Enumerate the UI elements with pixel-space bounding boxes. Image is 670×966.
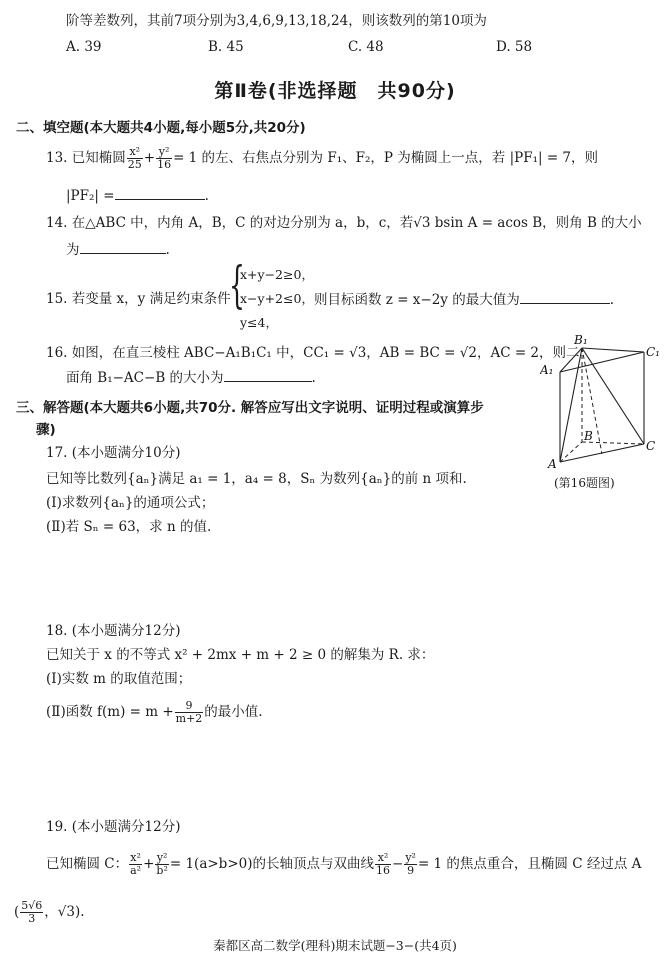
q19-minus: − — [392, 856, 404, 872]
part2-title: 第Ⅱ卷(非选择题 共90分) — [214, 80, 456, 102]
q15-end: . — [609, 292, 615, 308]
q14-answer-blank — [80, 240, 166, 254]
q13-text-a: 13. 已知椭圆 — [46, 150, 126, 166]
q16-line2 — [66, 368, 316, 387]
q15-text-a: 15. 若变量 x，y 满足约束条件 — [46, 291, 231, 307]
q18-part2-text-a: (Ⅱ)函数 f(m) = m + — [46, 704, 174, 720]
section-fill-blank: 二、填空题(本大题共4小题,每小题5分,共20分) — [16, 120, 306, 136]
q19-frac-x-num: x² — [130, 851, 141, 864]
q18-part1: (Ⅰ)实数 m 的取值范围； — [46, 671, 192, 687]
q19-frac-y — [155, 852, 168, 877]
label-a: A — [548, 457, 557, 471]
q16-text-b: 面角 B₁−AC−B 的大小为 — [66, 370, 224, 386]
q17-part1: (Ⅰ)求数列{aₙ}的通项公式； — [46, 495, 215, 511]
q15-brace: { — [229, 256, 245, 314]
prism-figure — [540, 334, 670, 474]
q19-hyp-y — [404, 852, 417, 877]
q14-line2 — [66, 240, 170, 259]
q19-text-a: 已知椭圆 C： — [46, 856, 129, 872]
q16-answer-blank — [224, 368, 312, 382]
q19-point-den: 3 — [28, 912, 36, 925]
q18-heading: 18. (本小题满分12分) — [46, 623, 181, 639]
q15-answer-blank — [520, 290, 610, 304]
edge-a1-b1 — [560, 348, 582, 372]
q13-frac-x-num: x² — [127, 146, 143, 159]
q19-frac-y-den: b² — [156, 864, 168, 877]
q13-frac-y — [156, 146, 172, 171]
q19-point — [14, 900, 85, 925]
q13-text-c: |PF₂| = — [66, 188, 115, 204]
q19-frac-x — [129, 852, 142, 877]
q13-frac-y-num: y² — [156, 146, 172, 159]
q13-end: . — [204, 188, 209, 204]
label-b1: B₁ — [574, 334, 588, 347]
q19-heading: 19. (本小题满分12分) — [46, 819, 181, 835]
q14-end: . — [165, 242, 170, 258]
q14-line1: 14. 在△ABC 中，内角 A，B，C 的对边分别为 a，b，c，若√3 bsin A = acos B，则角 B 的大小 — [46, 215, 642, 231]
edge-b1-a — [560, 348, 582, 462]
option-d: D. 58 — [496, 39, 533, 55]
q18-stem: 已知关于 x 的不等式 x² + 2mx + m + 2 ≥ 0 的解集为 R. 求： — [46, 647, 435, 663]
q19-hyp-x-den: 16 — [376, 864, 390, 877]
section-answer-line2: 骤) — [36, 422, 56, 438]
q18-frac-den: m+2 — [175, 712, 203, 725]
label-a1: A₁ — [540, 363, 554, 377]
q13-line1 — [46, 146, 598, 171]
option-c: C. 48 — [348, 39, 384, 55]
q13-frac-x — [127, 146, 143, 171]
q15-constraint-3: y≤4， — [240, 315, 278, 330]
q13-frac-y-den: 16 — [157, 158, 172, 171]
q18-frac — [175, 700, 204, 725]
q19-plus: + — [143, 856, 155, 872]
q19-hyp-x-num: x² — [375, 852, 391, 865]
q13-line2 — [66, 186, 209, 205]
q13-plus: + — [143, 150, 156, 166]
q19-text-c: = 1 的焦点重合，且椭圆 C 经过点 A — [417, 856, 642, 872]
label-b: B — [584, 429, 593, 443]
q18-part2 — [46, 700, 263, 725]
q13-answer-blank — [115, 186, 205, 200]
q13-frac-x-den: 25 — [127, 158, 142, 171]
q15-constraint-1: x+y−2≥0， — [240, 267, 314, 282]
q19-frac-x-den: a² — [130, 864, 142, 877]
q19-frac-y-num: y² — [156, 851, 168, 864]
edge-b1-c1 — [582, 348, 644, 352]
q19-point-frac — [20, 900, 43, 925]
q19-stem — [46, 852, 641, 877]
q16-line1: 16. 如图，在直三棱柱 ABC−A₁B₁C₁ 中，CC₁ = √3，AB = BC = √2，AC = 2，则二 — [46, 345, 580, 361]
label-c: C — [646, 439, 656, 453]
q19-point-rest: ，√3). — [44, 904, 85, 920]
q18-frac-num: 9 — [175, 700, 204, 713]
q15-text-b: 则目标函数 z = x−2y 的最大值为 — [314, 292, 520, 308]
q13-text-b: = 1 的左、右焦点分别为 F₁、F₂，P 为椭圆上一点，若 |PF₁| = 7，则 — [173, 150, 599, 166]
q15-line-b — [314, 290, 614, 309]
q17-heading: 17. (本小题满分10分) — [46, 445, 181, 461]
q17-stem: 已知等比数列{aₙ}满足 a₁ = 1，a₄ = 8，Sₙ 为数列{aₙ}的前 n 项和. — [46, 471, 467, 487]
q15-constraint-2: x−y+2≤0， — [240, 291, 314, 306]
label-c1: C₁ — [646, 345, 660, 359]
q18-part2-text-b: 的最小值. — [204, 704, 263, 720]
page-footer: 秦都区高二数学(理科)期末试题−3−(共4页) — [213, 938, 457, 953]
section-answer-line1: 三、解答题(本大题共6小题,共70分. 解答应写出文字说明、证明过程或演算步 — [16, 400, 484, 416]
q19-point-open: ( — [14, 904, 20, 920]
q12-line: 阶等差数列，其前7项分别为3,4,6,9,13,18,24，则该数列的第10项为 — [66, 13, 487, 29]
edge-a1-c1 — [560, 352, 644, 372]
q19-text-b: = 1(a>b>0)的长轴顶点与双曲线 — [169, 856, 374, 872]
q19-hyp-x — [375, 852, 391, 877]
option-b: B. 45 — [208, 39, 244, 55]
q16-end: . — [311, 370, 316, 386]
q19-hyp-y-den: 9 — [407, 864, 415, 877]
q14-text-b: 为 — [66, 242, 80, 258]
q19-point-num: 5√6 — [21, 899, 43, 912]
q19-hyp-y-num: y² — [405, 851, 416, 864]
q17-part2: (Ⅱ)若 Sₙ = 63，求 n 的值. — [46, 519, 212, 535]
figure-caption: (第16题图) — [554, 476, 615, 490]
option-a: A. 39 — [66, 39, 102, 55]
